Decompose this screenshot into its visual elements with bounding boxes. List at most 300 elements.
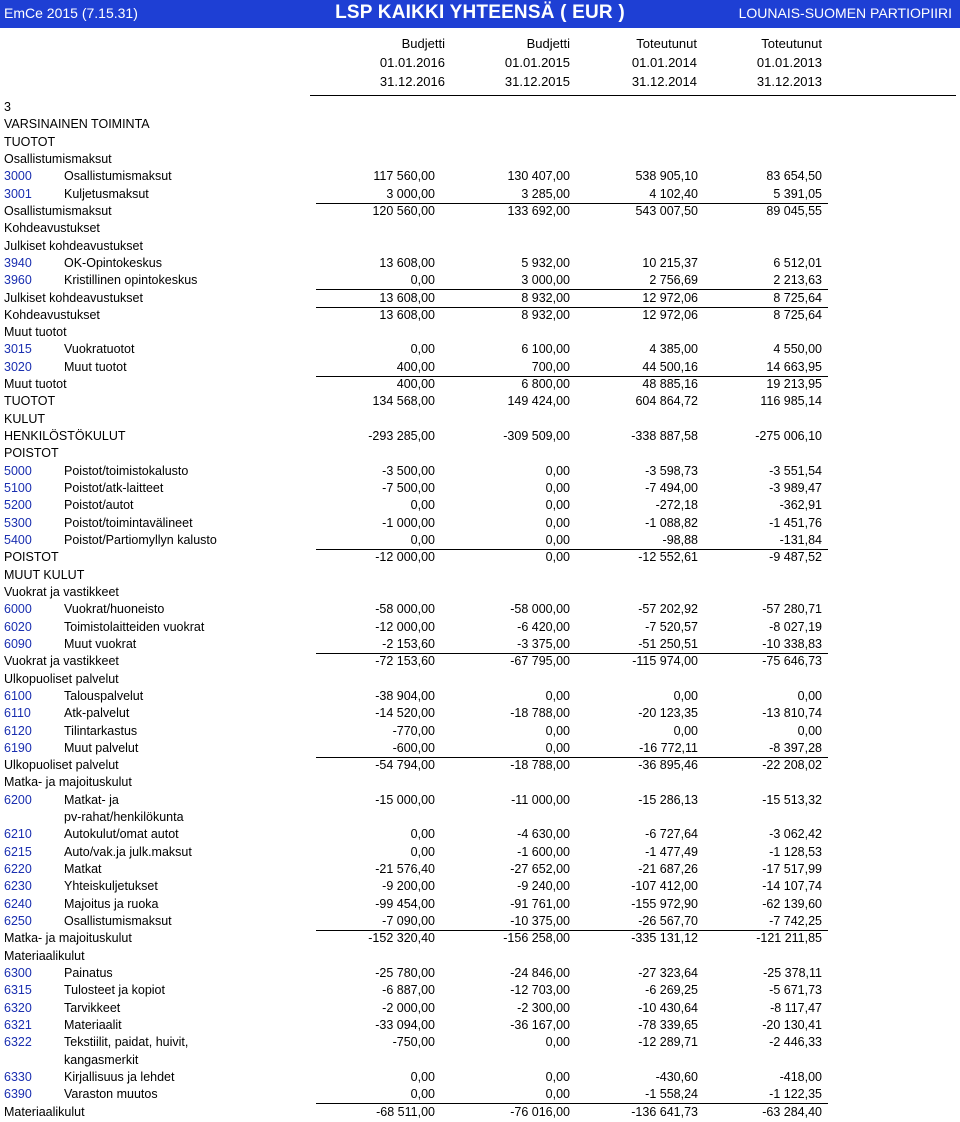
account-name: OK-Opintokeskus	[64, 255, 162, 270]
table-row	[0, 897, 960, 914]
amount-cell: -18 788,00	[510, 758, 570, 773]
amount-cell: 543 007,50	[635, 203, 698, 218]
account-code: 6210	[4, 827, 32, 842]
table-row	[0, 1087, 960, 1104]
amount-cell: 13 608,00	[379, 290, 435, 305]
amount-cell: -156 258,00	[503, 931, 570, 946]
table-row	[0, 1053, 960, 1070]
amount-cell: -275 006,10	[755, 429, 822, 444]
table-row	[0, 308, 960, 325]
table-row	[0, 239, 960, 256]
amount-cell: -6 420,00	[517, 619, 570, 634]
amount-cell: 120 560,00	[372, 203, 435, 218]
amount-cell: -362,91	[779, 498, 822, 513]
account-name: kangasmerkit	[64, 1052, 139, 1067]
amount-cell: -107 412,00	[631, 879, 698, 894]
amount-cell: -338 887,58	[631, 429, 698, 444]
amount-cell: 3 285,00	[521, 186, 570, 201]
col4-title: Toteutunut	[761, 36, 822, 51]
account-code: 6240	[4, 896, 32, 911]
amount-cell: -72 153,60	[375, 654, 435, 669]
table-row	[0, 654, 960, 671]
amount-cell: -131,84	[779, 533, 822, 547]
amount-cell: 6 100,00	[521, 342, 570, 357]
amount-cell: -6 269,25	[645, 983, 698, 998]
account-code: 3001	[4, 186, 32, 201]
table-row	[0, 169, 960, 186]
table-row	[0, 135, 960, 152]
amount-cell: -8 117,47	[770, 1000, 822, 1015]
amount-cell: -68 511,00	[376, 1104, 435, 1119]
account-code: 3960	[4, 273, 32, 288]
amount-cell: -75 646,73	[762, 654, 822, 669]
account-name: Poistot/atk-laitteet	[64, 481, 164, 496]
amount-cell: -62 139,60	[762, 896, 822, 911]
amount-cell: 117 560,00	[373, 169, 435, 184]
amount-cell: -36 167,00	[510, 1017, 570, 1032]
section-label: Muut tuotot	[4, 325, 67, 340]
amount-cell: 0,00	[545, 550, 570, 565]
amount-cell: 149 424,00	[507, 394, 570, 409]
table-row	[0, 827, 960, 844]
amount-cell: -24 846,00	[510, 966, 570, 980]
table-row	[0, 862, 960, 879]
software-version: EmCe 2015 (7.15.31)	[4, 5, 138, 21]
table-row	[0, 966, 960, 983]
account-name: Tarvikkeet	[64, 1000, 121, 1015]
section-label: Matka- ja majoituskulut	[4, 775, 132, 790]
amount-cell: -12 703,00	[510, 983, 570, 998]
account-code: 6230	[4, 879, 32, 894]
amount-cell: 8 725,64	[773, 307, 822, 322]
amount-cell: -430,60	[655, 1069, 698, 1084]
table-row	[0, 429, 960, 446]
table-row	[0, 291, 960, 308]
account-code: 6200	[4, 792, 32, 807]
table-row	[0, 498, 960, 515]
account-code: 6090	[4, 636, 32, 651]
amount-cell: -9 487,52	[769, 550, 822, 565]
amount-cell: -6 887,00	[382, 983, 435, 998]
amount-cell: 12 972,06	[642, 307, 698, 322]
table-row	[0, 879, 960, 896]
col2-title: Budjetti	[526, 36, 570, 51]
account-name: Osallistumismaksut	[64, 914, 172, 929]
amount-cell: -58 000,00	[375, 602, 435, 617]
account-code: 6322	[4, 1035, 32, 1050]
section-label: Osallistumismaksut	[4, 203, 112, 218]
account-code: 6315	[4, 983, 32, 998]
table-row	[0, 1018, 960, 1035]
account-code: 6330	[4, 1069, 32, 1084]
section-label: Kohdeavustukset	[4, 307, 100, 322]
amount-cell: -20 130,41	[762, 1017, 822, 1032]
amount-cell: -750,00	[392, 1035, 435, 1050]
amount-cell: 4 550,00	[773, 342, 822, 357]
amount-cell: -4 630,00	[517, 827, 570, 842]
amount-cell: -1 477,49	[645, 844, 698, 859]
account-name: Muut palvelut	[64, 740, 139, 755]
amount-cell: -63 284,40	[762, 1104, 822, 1119]
table-row	[0, 585, 960, 602]
amount-cell: 133 692,00	[507, 203, 570, 218]
amount-cell: 400,00	[396, 377, 435, 392]
amount-cell: 604 864,72	[635, 394, 698, 409]
amount-cell: -25 780,00	[375, 966, 435, 980]
amount-cell: -3 551,54	[769, 463, 822, 478]
amount-cell: -1 558,24	[645, 1087, 698, 1102]
amount-cell: 8 932,00	[521, 290, 570, 305]
table-row	[0, 568, 960, 585]
report-header-bar	[0, 0, 960, 28]
account-name: Kristillinen opintokeskus	[64, 273, 198, 288]
amount-cell: -1 088,82	[645, 515, 698, 530]
section-label: 3	[4, 100, 11, 114]
table-row	[0, 152, 960, 169]
section-label: Osallistumismaksut	[4, 151, 112, 166]
amount-cell: -98,88	[662, 533, 698, 547]
table-row	[0, 672, 960, 689]
amount-cell: -54 794,00	[375, 758, 435, 773]
account-name: Osallistumismaksut	[64, 169, 172, 184]
amount-cell: -121 211,85	[756, 931, 822, 946]
account-name: Kirjallisuus ja lehdet	[64, 1069, 175, 1084]
account-code: 6110	[4, 706, 31, 721]
account-name: Tulosteet ja kopiot	[64, 983, 165, 998]
account-code: 5400	[4, 533, 32, 547]
table-row	[0, 550, 960, 567]
table-row	[0, 1035, 960, 1052]
amount-cell: -9 240,00	[517, 879, 570, 894]
table-row	[0, 931, 960, 948]
amount-cell: -115 974,00	[632, 654, 698, 669]
amount-cell: 19 213,95	[766, 377, 822, 392]
amount-cell: -9 200,00	[382, 879, 435, 894]
amount-cell: 4 385,00	[649, 342, 698, 357]
table-row	[0, 100, 960, 117]
amount-cell: -12 552,61	[638, 550, 698, 565]
amount-cell: 0,00	[797, 688, 822, 703]
section-label: TUOTOT	[4, 134, 56, 149]
amount-cell: -10 375,00	[510, 914, 570, 929]
account-name: Varaston muutos	[64, 1087, 158, 1102]
amount-cell: 0,00	[410, 533, 435, 547]
section-label: Ulkopuoliset palvelut	[4, 758, 119, 773]
col3-start: 01.01.2014	[631, 55, 697, 70]
account-name: Vuokrat/huoneisto	[64, 602, 165, 617]
amount-cell: -13 810,74	[762, 706, 822, 721]
amount-cell: -78 339,65	[638, 1017, 698, 1032]
amount-cell: -12 000,00	[375, 619, 435, 634]
amount-cell: 0,00	[410, 342, 435, 357]
amount-cell: -7 520,57	[645, 619, 698, 634]
amount-cell: -155 972,90	[631, 896, 698, 911]
account-name: Autokulut/omat autot	[64, 827, 179, 842]
section-label: Ulkopuoliset palvelut	[4, 671, 119, 686]
amount-cell: -20 123,35	[638, 706, 698, 721]
section-label: TUOTOT	[4, 394, 56, 409]
table-row	[0, 464, 960, 481]
amount-cell: 0,00	[410, 827, 435, 842]
amount-cell: 5 391,05	[773, 186, 822, 201]
section-label: Muut tuotot	[4, 377, 67, 392]
amount-cell: 130 407,00	[507, 169, 570, 184]
col1-start: 01.01.2016	[379, 55, 445, 70]
amount-cell: 89 045,55	[766, 203, 822, 218]
table-row	[0, 983, 960, 1000]
account-code: 5100	[4, 481, 32, 496]
amount-cell: -335 131,12	[631, 931, 698, 946]
account-code: 3020	[4, 359, 32, 374]
account-name: pv-rahat/henkilökunta	[64, 810, 184, 825]
amount-cell: -33 094,00	[375, 1017, 435, 1032]
account-name: Matkat- ja	[64, 792, 119, 807]
amount-cell: 0,00	[545, 1087, 570, 1102]
amount-cell: -36 895,46	[638, 758, 698, 773]
col1-title: Budjetti	[401, 36, 445, 51]
account-name: Atk-palvelut	[64, 706, 130, 721]
amount-cell: -7 500,00	[382, 481, 435, 496]
account-code: 5300	[4, 515, 32, 530]
amount-cell: -15 286,13	[638, 792, 698, 807]
account-name: Talouspalvelut	[64, 688, 144, 703]
table-row	[0, 758, 960, 775]
section-label: Kohdeavustukset	[4, 221, 100, 236]
section-label: Materiaalikulut	[4, 948, 85, 963]
amount-cell: 0,00	[545, 1069, 570, 1084]
section-label: Materiaalikulut	[4, 1104, 85, 1119]
account-name: Majoitus ja ruoka	[64, 896, 159, 911]
amount-cell: 0,00	[673, 723, 698, 738]
amount-cell: -91 761,00	[510, 896, 570, 911]
table-row	[0, 724, 960, 741]
amount-cell: -2 446,33	[769, 1035, 822, 1050]
table-row	[0, 1105, 960, 1122]
amount-cell: 2 756,69	[649, 273, 698, 288]
amount-cell: -99 454,00	[375, 896, 435, 911]
amount-cell: 13 608,00	[379, 255, 435, 270]
section-label: POISTOT	[4, 446, 59, 461]
amount-cell: -57 202,92	[638, 602, 698, 617]
amount-cell: -293 285,00	[368, 429, 435, 444]
amount-cell: -38 904,00	[375, 688, 435, 703]
amount-cell: -15 513,32	[762, 792, 822, 807]
section-label: Matka- ja majoituskulut	[4, 931, 132, 946]
table-row	[0, 273, 960, 290]
account-name: Auto/vak.ja julk.maksut	[64, 844, 192, 859]
section-label: VARSINAINEN TOIMINTA	[4, 117, 150, 132]
table-row	[0, 204, 960, 221]
amount-cell: -12 289,71	[638, 1035, 698, 1050]
amount-cell: 3 000,00	[386, 186, 435, 201]
table-row	[0, 689, 960, 706]
amount-cell: 0,00	[545, 1035, 570, 1050]
amount-cell: -27 323,64	[638, 966, 698, 980]
amount-cell: -2 000,00	[382, 1000, 435, 1015]
amount-cell: -14 520,00	[375, 706, 435, 721]
amount-cell: 400,00	[396, 359, 435, 374]
amount-cell: -770,00	[392, 723, 435, 738]
amount-cell: -25 378,11	[763, 966, 822, 980]
amount-cell: 0,00	[410, 1087, 435, 1102]
amount-cell: -7 742,25	[769, 914, 822, 929]
amount-cell: -5 671,73	[769, 983, 822, 998]
section-label: Vuokrat ja vastikkeet	[4, 584, 119, 599]
table-row	[0, 117, 960, 134]
account-code: 6220	[4, 862, 32, 877]
table-row	[0, 325, 960, 342]
amount-cell: -10 430,64	[638, 1000, 698, 1015]
table-row	[0, 793, 960, 810]
amount-cell: -1 122,35	[769, 1087, 822, 1102]
amount-cell: -309 509,00	[503, 429, 570, 444]
account-name: Muut tuotot	[64, 359, 127, 374]
organization-name: LOUNAIS-SUOMEN PARTIOPIIRI	[738, 5, 952, 21]
table-row	[0, 256, 960, 273]
amount-cell: 0,00	[545, 723, 570, 738]
col3-title: Toteutunut	[636, 36, 697, 51]
amount-cell: 0,00	[545, 498, 570, 513]
table-row	[0, 342, 960, 359]
amount-cell: -6 727,64	[645, 827, 698, 842]
amount-cell: -8 027,19	[769, 619, 822, 634]
amount-cell: -3 375,00	[517, 636, 570, 651]
amount-cell: 700,00	[531, 359, 570, 374]
amount-cell: -2 300,00	[517, 1000, 570, 1015]
amount-cell: 0,00	[797, 723, 822, 738]
amount-cell: 0,00	[410, 1069, 435, 1084]
table-row	[0, 446, 960, 463]
amount-cell: -7 090,00	[382, 914, 435, 929]
table-row	[0, 845, 960, 862]
amount-cell: 0,00	[410, 844, 435, 859]
col1-end: 31.12.2016	[379, 74, 445, 89]
amount-cell: -76 016,00	[510, 1104, 570, 1119]
table-row	[0, 775, 960, 792]
amount-cell: 0,00	[545, 515, 570, 530]
account-name: Tilintarkastus	[64, 723, 138, 738]
account-code: 5000	[4, 463, 32, 478]
amount-cell: 48 885,16	[642, 377, 698, 392]
account-name: Vuokratuotot	[64, 342, 135, 357]
amount-cell: -3 989,47	[769, 481, 822, 496]
table-row	[0, 360, 960, 377]
amount-cell: -14 107,74	[762, 879, 822, 894]
amount-cell: 0,00	[673, 688, 698, 703]
table-row	[0, 481, 960, 498]
amount-cell: -17 517,99	[762, 862, 822, 877]
table-row	[0, 741, 960, 758]
amount-cell: 538 905,10	[635, 169, 698, 184]
amount-cell: 83 654,50	[766, 169, 822, 184]
account-name: Poistot/autot	[64, 498, 134, 513]
amount-cell: 134 568,00	[372, 394, 435, 409]
amount-cell: -22 208,02	[762, 758, 822, 773]
amount-cell: -27 652,00	[510, 862, 570, 877]
account-code: 3000	[4, 169, 32, 184]
amount-cell: 13 608,00	[379, 307, 435, 322]
col2-start: 01.01.2015	[504, 55, 570, 70]
amount-cell: -136 641,73	[631, 1104, 698, 1119]
amount-cell: -58 000,00	[510, 602, 570, 617]
amount-cell: -57 280,71	[762, 602, 822, 617]
amount-cell: 0,00	[545, 740, 570, 755]
table-row	[0, 516, 960, 533]
report-title: LSP KAIKKI YHTEENSÄ ( EUR )	[335, 2, 625, 23]
table-row	[0, 914, 960, 931]
col2-end: 31.12.2015	[504, 74, 570, 89]
account-code: 3015	[4, 342, 32, 357]
amount-cell: 44 500,16	[642, 359, 698, 374]
table-row	[0, 1001, 960, 1018]
table-row	[0, 412, 960, 429]
account-code: 6100	[4, 688, 32, 703]
account-code: 6321	[4, 1017, 32, 1032]
col4-end: 31.12.2013	[756, 74, 822, 89]
amount-cell: -26 567,70	[638, 914, 698, 929]
amount-cell: -11 000,00	[511, 792, 570, 807]
account-name: Kuljetusmaksut	[64, 186, 149, 201]
header-divider	[310, 95, 956, 96]
section-label: HENKILÖSTÖKULUT	[4, 429, 126, 444]
table-row	[0, 533, 960, 550]
amount-cell: 3 000,00	[521, 273, 570, 288]
section-label: Vuokrat ja vastikkeet	[4, 654, 119, 669]
account-code: 6000	[4, 602, 32, 617]
col4-start: 01.01.2013	[756, 55, 822, 70]
amount-cell: -2 153,60	[382, 636, 435, 651]
amount-cell: -7 494,00	[645, 481, 698, 496]
account-code: 6215	[4, 844, 32, 859]
amount-cell: 2 213,63	[773, 273, 822, 288]
account-name: Poistot/toimintavälineet	[64, 515, 193, 530]
amount-cell: -18 788,00	[510, 706, 570, 721]
table-row	[0, 221, 960, 238]
account-name: Toimistolaitteiden vuokrat	[64, 619, 205, 634]
account-code: 3940	[4, 255, 32, 270]
amount-cell: -1 451,76	[769, 515, 822, 530]
account-name: Tekstiilit, paidat, huivit,	[64, 1035, 189, 1050]
table-row	[0, 706, 960, 723]
amount-cell: 0,00	[545, 533, 570, 547]
section-label: KULUT	[4, 411, 45, 426]
amount-cell: 8 725,64	[773, 290, 822, 305]
account-name: Muut vuokrat	[64, 636, 137, 651]
amount-cell: -3 598,73	[645, 463, 698, 478]
account-name: Poistot/toimistokalusto	[64, 463, 189, 478]
table-row	[0, 377, 960, 394]
table-row	[0, 187, 960, 204]
table-row	[0, 637, 960, 654]
amount-cell: -8 397,28	[769, 740, 822, 755]
account-name: Painatus	[64, 966, 113, 980]
amount-cell: -12 000,00	[375, 550, 435, 565]
amount-cell: -51 250,51	[638, 636, 698, 651]
amount-cell: 116 985,14	[760, 394, 822, 409]
amount-cell: 6 800,00	[521, 377, 570, 392]
section-label: Julkiset kohdeavustukset	[4, 290, 143, 305]
amount-cell: 0,00	[545, 463, 570, 478]
amount-cell: -21 687,26	[638, 862, 698, 877]
amount-cell: -16 772,11	[639, 740, 698, 755]
table-row	[0, 602, 960, 619]
account-name: Yhteiskuljetukset	[64, 879, 158, 894]
amount-cell: -21 576,40	[375, 862, 435, 877]
table-row	[0, 394, 960, 411]
amount-cell: -3 500,00	[382, 463, 435, 478]
section-label: Julkiset kohdeavustukset	[4, 238, 143, 253]
amount-cell: 14 663,95	[766, 359, 822, 374]
